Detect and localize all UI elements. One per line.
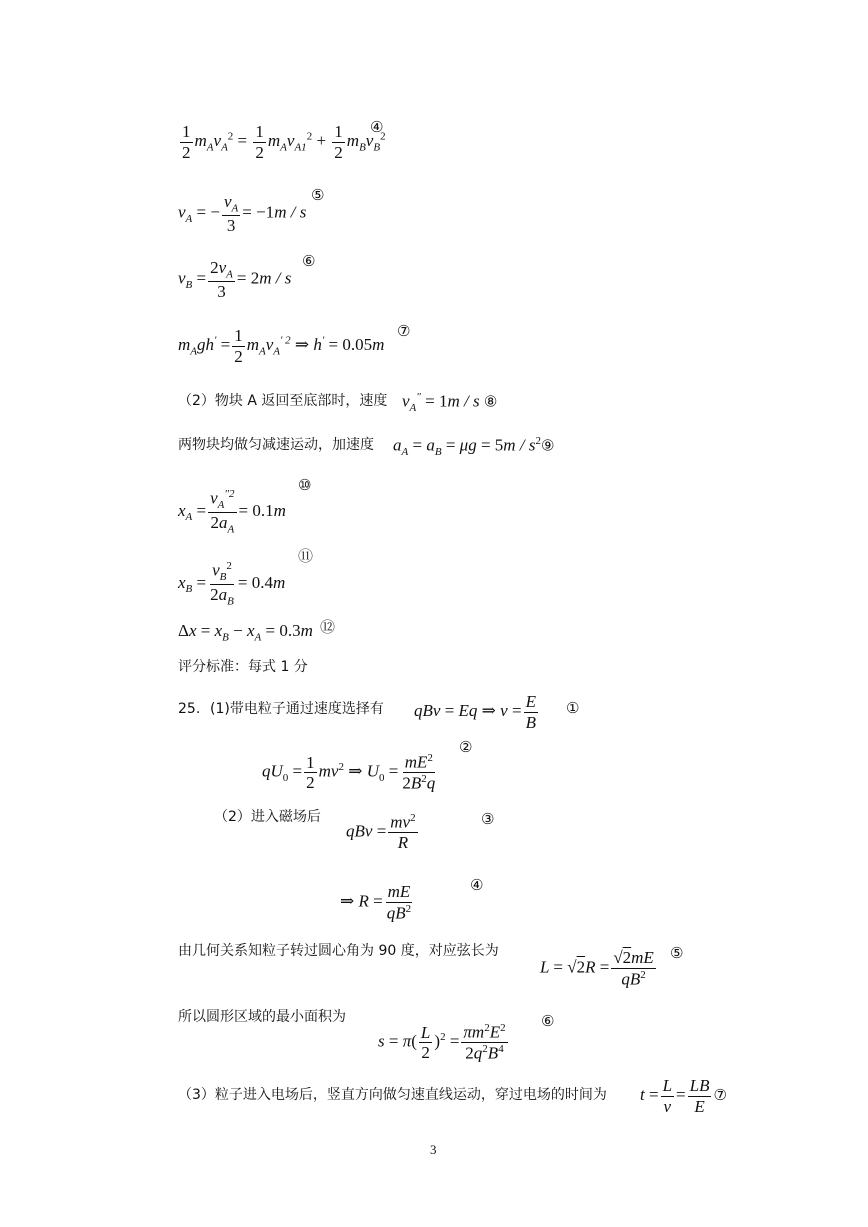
- equation-radius: ⇒ R = $\frac{mE}{qB^2}$: [340, 882, 412, 923]
- tag-5: ⑤: [311, 186, 325, 204]
- paragraph-deceleration: 两物块均做匀减速运动，加速度: [178, 437, 374, 453]
- paragraph-chord: 由几何关系知粒子转过圆心角为 90 度，对应弦长为: [178, 943, 499, 959]
- equation-velocity-selector: qBv = Eq ⇒ v = $\frac{E}{B}$: [414, 692, 536, 732]
- tag-25-6: ⑥: [541, 1012, 555, 1030]
- page-number: 3: [430, 1142, 437, 1157]
- paragraph-min-area: 所以圆形区域的最小面积为: [178, 1009, 346, 1025]
- equation-energy-conservation: $\frac{1}{2}$ $m_Av_A^2$ = $\frac{1}{2}$ $m_Av_{A1}^2$ + $\frac{1}{2}$ $m_Bv_B^2$: [182, 122, 386, 162]
- question-25-number: 25.: [178, 701, 201, 717]
- question-25-part2: （2）进入磁场后: [214, 809, 321, 825]
- equation-area: s = π( $\frac{L}{2}$ )$^2$ = $\frac{\pi m^2E^2}{2q^2B^4}$: [378, 1022, 506, 1063]
- tag-25-2: ②: [459, 738, 473, 756]
- equation-time: t = $\frac{L}{v}$ = $\frac{LB}{E}$ ⑦: [640, 1076, 727, 1116]
- equation-height: $m_Agh'$ = $\frac{1}{2}$ $m_Av_A^{' 2}$ ⇒ h' = 0.05m: [178, 326, 385, 366]
- equation-xB: $x_B$ = $\frac{v_B^2}{2a_B}$ = 0.4m: [178, 560, 286, 608]
- tag-7: ⑦: [397, 322, 411, 340]
- tag-10: ⑩: [298, 476, 312, 494]
- tag-12: ⑫: [320, 618, 336, 636]
- question-25-part1: (1)带电粒子通过速度选择有: [210, 701, 384, 717]
- tag-11: ⑪: [298, 547, 314, 565]
- equation-chord-length: L = √2R = $\frac{√2mE}{qB^2}$: [540, 948, 654, 989]
- tag-4: ④: [370, 118, 384, 136]
- equation-acceleration: $a_A = a_B = \mu g = 5m$ / $s^2⑨$: [393, 435, 555, 459]
- tag-25-3: ③: [481, 810, 495, 828]
- equation-vA: $v_A$ = − $\frac{v_A}{3}$ = −1m / s: [178, 192, 307, 236]
- equation-U0: $qU_0$ = $\frac{1}{2}$ $mv^2$ ⇒ $U_0$ = $\frac{mE^2}{2B^2q}$: [262, 752, 436, 793]
- scoring-standard: 评分标准：每式 1 分: [178, 659, 308, 675]
- equation-xA: $x_A$ = $\frac{v_A^{"2}}{2a_A}$ = 0.1m: [178, 488, 286, 536]
- paragraph-return-speed: （2）物块 A 返回至底部时，速度: [178, 393, 388, 409]
- tag-25-5: ⑤: [670, 944, 684, 962]
- equation-vB: $v_B$ = $\frac{2v_A}{3}$ = 2m / s: [178, 258, 292, 302]
- tag-25-1: ①: [566, 699, 580, 717]
- equation-lorentz: qBv = $\frac{mv^2}{R}$: [346, 812, 416, 853]
- question-25-part3: （3）粒子进入电场后，竖直方向做匀速直线运动，穿过电场的时间为: [178, 1087, 607, 1103]
- tag-25-4: ④: [470, 876, 484, 894]
- equation-delta-x: $\Delta x = x_B - x_A = 0.3m$: [178, 621, 313, 644]
- equation-return-speed: $v_A^" = 1m / s$ ⑧: [402, 391, 498, 415]
- tag-6: ⑥: [302, 252, 316, 270]
